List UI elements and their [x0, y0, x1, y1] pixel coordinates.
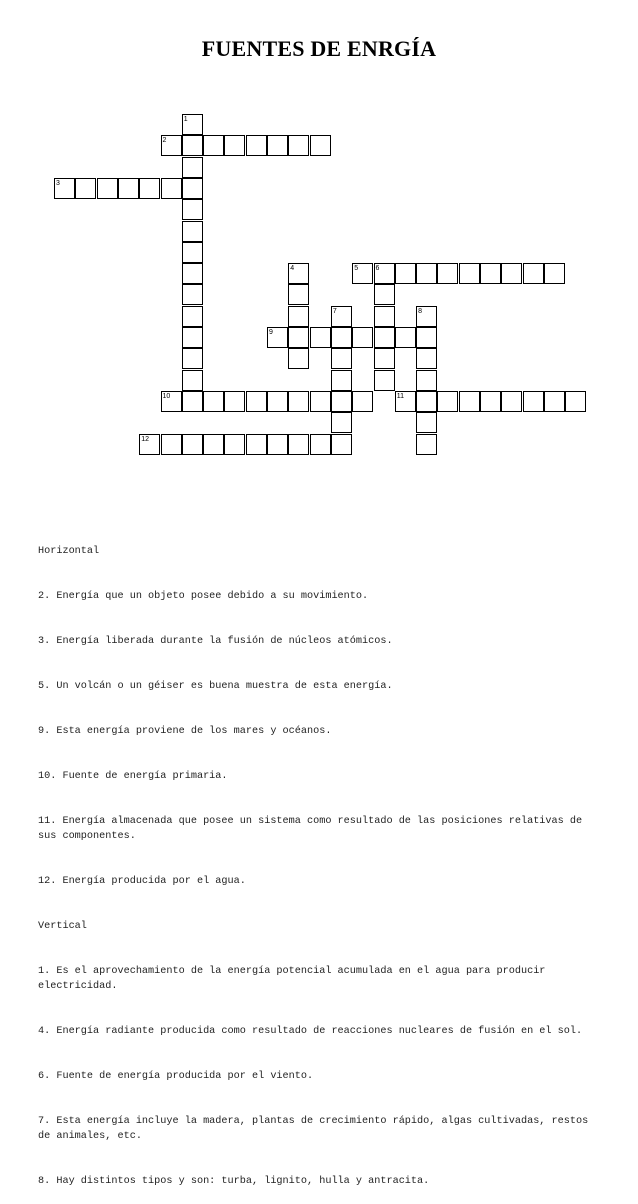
grid-cell[interactable]	[331, 434, 352, 455]
grid-cell[interactable]	[246, 135, 267, 156]
grid-cell[interactable]	[459, 391, 480, 412]
grid-cell[interactable]	[288, 348, 309, 369]
clue-number: 9	[269, 329, 273, 336]
crossword-grid	[0, 0, 638, 470]
clue-line: 3. Energía liberada durante la fusión de núcleos atómicos.	[38, 636, 393, 647]
grid-cell[interactable]	[331, 391, 352, 412]
grid-cell[interactable]	[118, 178, 139, 199]
clue-number: 5	[354, 265, 359, 273]
clue-line: 9. Esta energía proviene de los mares y océanos.	[38, 726, 332, 737]
clue-line: 2. Energía que un objeto posee debido a su movimiento.	[38, 591, 369, 602]
grid-cell[interactable]	[331, 348, 352, 369]
grid-cell[interactable]	[331, 412, 352, 433]
grid-cell[interactable]	[182, 391, 203, 412]
clue-number: 12	[141, 435, 149, 443]
clue-heading-horizontal: Horizontal	[38, 546, 100, 557]
grid-cell[interactable]	[416, 434, 437, 455]
grid-cell[interactable]	[501, 263, 522, 284]
clue-number: 11	[396, 392, 405, 400]
clue-number: 3	[56, 179, 60, 187]
grid-cell[interactable]	[246, 391, 267, 412]
grid-cell[interactable]	[310, 135, 331, 156]
grid-cell[interactable]	[310, 327, 331, 348]
grid-cell[interactable]	[288, 306, 309, 327]
grid-cell[interactable]	[203, 434, 224, 455]
grid-cell[interactable]	[416, 370, 437, 391]
grid-cell[interactable]	[565, 391, 586, 412]
grid-cell[interactable]	[182, 434, 203, 455]
grid-cell[interactable]	[182, 263, 203, 284]
clue-number: 6	[375, 265, 380, 273]
clue-number: 2	[162, 137, 167, 145]
clues-list	[38, 514, 598, 1204]
clue-line: 4. Energía radiante producida como resultado de reacciones nucleares de fusión en el sol.	[38, 1026, 583, 1037]
grid-cell[interactable]	[437, 391, 458, 412]
grid-cell[interactable]	[416, 263, 437, 284]
grid-cell[interactable]	[182, 284, 203, 305]
grid-cell[interactable]	[182, 242, 203, 263]
clue-line: 12. Energía producida por el agua.	[38, 876, 246, 887]
grid-cell[interactable]	[288, 391, 309, 412]
grid-cell[interactable]	[182, 135, 203, 156]
clue-line: 7. Esta energía incluye la madera, plantas de crecimiento rápido, algas cultivadas, restos de animales, etc.	[38, 1116, 595, 1142]
grid-cell[interactable]	[182, 157, 203, 178]
grid-cell[interactable]	[501, 391, 522, 412]
grid-cell[interactable]	[544, 391, 565, 412]
grid-cell[interactable]	[437, 263, 458, 284]
grid-cell[interactable]	[267, 135, 288, 156]
grid-cell[interactable]	[224, 391, 245, 412]
grid-cell[interactable]	[480, 391, 501, 412]
grid-cell[interactable]	[224, 135, 245, 156]
grid-cell[interactable]	[331, 370, 352, 391]
grid-cell[interactable]	[224, 434, 245, 455]
grid-cell[interactable]	[246, 434, 267, 455]
grid-cell[interactable]	[331, 327, 352, 348]
grid-cell[interactable]	[374, 370, 395, 391]
clue-line: 6. Fuente de energía producida por el viento.	[38, 1071, 314, 1082]
grid-cell[interactable]	[203, 135, 224, 156]
grid-cell[interactable]	[374, 284, 395, 305]
grid-cell[interactable]	[267, 391, 288, 412]
page-title: FUENTES DE ENRGÍA	[201, 36, 437, 61]
clue-line: 10. Fuente de energía primaria.	[38, 771, 228, 782]
clue-line: 5. Un volcán o un géiser es buena muestra de esta energía.	[38, 681, 393, 692]
grid-cell[interactable]	[182, 221, 203, 242]
clue-line: 1. Es el aprovechamiento de la energía potencial acumulada en el agua para producir electricidad.	[38, 966, 552, 992]
grid-cell[interactable]	[395, 263, 416, 284]
clue-number: 4	[290, 265, 295, 273]
grid-cell[interactable]	[459, 263, 480, 284]
grid-cell[interactable]	[523, 391, 544, 412]
grid-cell[interactable]	[523, 263, 544, 284]
clue-line: 11. Energía almacenada que posee un sistema como resultado de las posiciones relativas de sus componentes.	[38, 816, 589, 842]
grid-cell[interactable]	[544, 263, 565, 284]
grid-cell[interactable]	[288, 327, 309, 348]
grid-cell[interactable]	[480, 263, 501, 284]
grid-cell[interactable]	[267, 434, 288, 455]
clue-number: 10	[162, 392, 171, 400]
grid-cell[interactable]	[182, 199, 203, 220]
grid-cell[interactable]	[75, 178, 96, 199]
grid-cell[interactable]	[139, 178, 160, 199]
grid-cell[interactable]	[161, 178, 182, 199]
clue-heading-vertical: Vertical	[38, 921, 87, 932]
grid-cell[interactable]	[352, 391, 373, 412]
grid-cell[interactable]	[310, 434, 331, 455]
grid-cell[interactable]	[161, 434, 182, 455]
grid-cell[interactable]	[182, 306, 203, 327]
grid-cell[interactable]	[203, 391, 224, 412]
clue-number: 7	[332, 307, 337, 315]
grid-cell[interactable]	[374, 348, 395, 369]
grid-cell[interactable]	[288, 284, 309, 305]
grid-cell[interactable]	[374, 327, 395, 348]
grid-cell[interactable]	[97, 178, 118, 199]
clue-number: 8	[418, 307, 422, 315]
grid-cell[interactable]	[374, 306, 395, 327]
grid-cell[interactable]	[288, 135, 309, 156]
grid-cell[interactable]	[288, 434, 309, 455]
grid-cell[interactable]	[416, 348, 437, 369]
grid-cell[interactable]	[310, 391, 331, 412]
grid-cell[interactable]	[182, 178, 203, 199]
grid-cell[interactable]	[416, 391, 437, 412]
grid-cell[interactable]	[395, 327, 416, 348]
grid-cell[interactable]	[182, 348, 203, 369]
clue-line: 8. Hay distintos tipos y son: turba, lignito, hulla y antracita.	[38, 1176, 430, 1187]
grid-cell[interactable]	[182, 327, 203, 348]
grid-cell[interactable]	[416, 412, 437, 433]
grid-cell[interactable]	[352, 327, 373, 348]
grid-cell[interactable]	[182, 370, 203, 391]
clue-number: 1	[183, 116, 188, 123]
grid-cell[interactable]	[416, 327, 437, 348]
